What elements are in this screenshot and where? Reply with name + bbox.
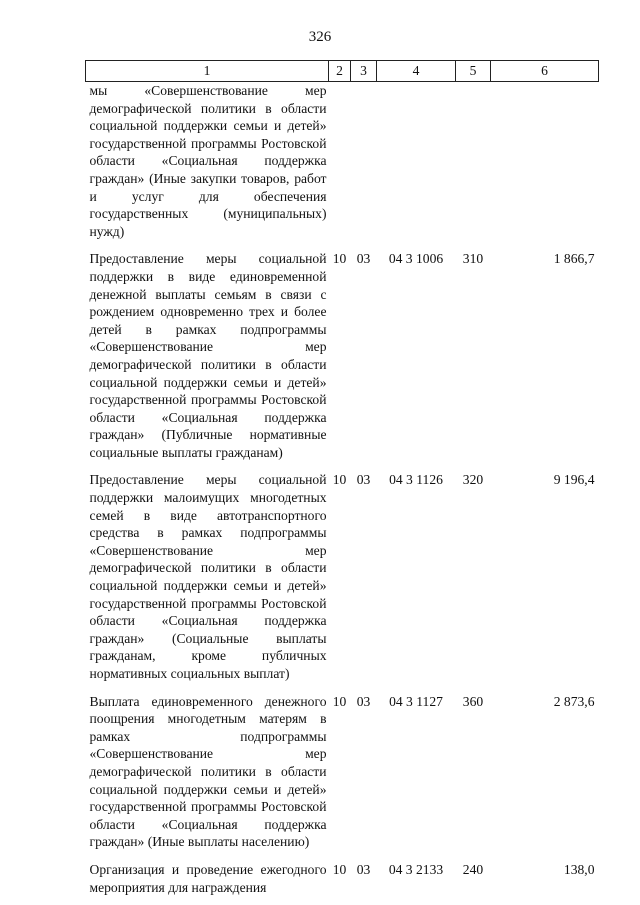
column-header-expense-type: 5 — [456, 61, 491, 82]
column-header-section: 2 — [329, 61, 351, 82]
row-subsection-code: 03 — [356, 251, 371, 267]
column-header-target-article: 4 — [377, 61, 456, 82]
row-amount: 9 196,4 — [553, 472, 595, 488]
row-subsection-code: 03 — [356, 472, 371, 488]
row-description: Выплата единовременного денежного поощрения многодетным матерям в рамках подпрограммы «Совершенствование мер демографической политики в области социальной поддержки семьи и детей» государственной программы Ростовской области «Социальная поддержка граждан» (Иные выплаты населению) — [89, 693, 327, 850]
column-header-subsection: 3 — [351, 61, 377, 82]
page-number: 326 — [308, 29, 332, 45]
column-header-name: 1 — [86, 61, 329, 82]
row-section-code: 10 — [332, 472, 347, 488]
table-row — [86, 861, 599, 896]
row-target-article-code — [377, 82, 456, 251]
row-expense-type-code — [456, 82, 491, 251]
table-row — [86, 471, 599, 692]
row-description: Организация и проведение ежегодного мероприятия для награждения — [89, 861, 327, 895]
row-target-article-code: 04 3 2133 — [388, 861, 444, 877]
row-description: мы «Совершенствование мер демографической политики в области социальной поддержки семьи и детей» государственной программы Ростовской области «Социальная поддержка граждан» (Иные закупки товаров, работ и услуг для обеспечения государственных (муниципальных) нужд) — [89, 83, 327, 239]
row-expense-type-code: 360 — [462, 693, 484, 709]
row-subsection-code — [351, 82, 377, 251]
table-header-row — [86, 61, 599, 82]
row-description: Предоставление меры социальной поддержки малоимущих многодетных семей в виде автотранспортного средства в рамках подпрограммы «Совершенствование мер демографической политики в области социальной поддержки семьи и детей» государственной программы Ростовской области «Социальная поддержка граждан» (Социальные выплаты гражданам, кроме публичных нормативных социальных выплат) — [89, 472, 327, 681]
row-expense-type-code: 240 — [462, 861, 484, 877]
row-expense-type-code: 320 — [462, 472, 484, 488]
row-target-article-code: 04 3 1127 — [389, 693, 443, 709]
row-section-code: 10 — [332, 251, 347, 267]
row-target-article-code: 04 3 1006 — [388, 251, 444, 267]
row-expense-type-code: 310 — [462, 251, 484, 267]
row-subsection-code: 03 — [356, 861, 371, 877]
row-target-article-code: 04 3 1126 — [389, 472, 443, 488]
table-row — [86, 693, 599, 861]
row-subsection-code: 03 — [356, 693, 371, 709]
row-amount: 1 866,7 — [553, 251, 595, 267]
row-section-code: 10 — [332, 693, 347, 709]
table-row — [86, 250, 599, 471]
row-amount — [491, 82, 599, 251]
row-section-code — [329, 82, 351, 251]
row-amount: 2 873,6 — [553, 693, 595, 709]
budget-table — [85, 60, 599, 896]
table-row — [86, 82, 599, 251]
column-header-amount: 6 — [491, 61, 599, 82]
row-description: Предоставление меры социальной поддержки в виде единовременной денежной выплаты семьям в связи с рождением одновременно трех и более детей в рамках подпрограммы «Совершенствование мер демографической политики в области социальной поддержки семьи и детей» государственной программы Ростовской области «Социальная поддержка граждан» (Публичные нормативные социальные выплаты гражданам) — [89, 251, 327, 460]
row-section-code: 10 — [332, 861, 347, 877]
row-amount: 138,0 — [563, 861, 595, 877]
